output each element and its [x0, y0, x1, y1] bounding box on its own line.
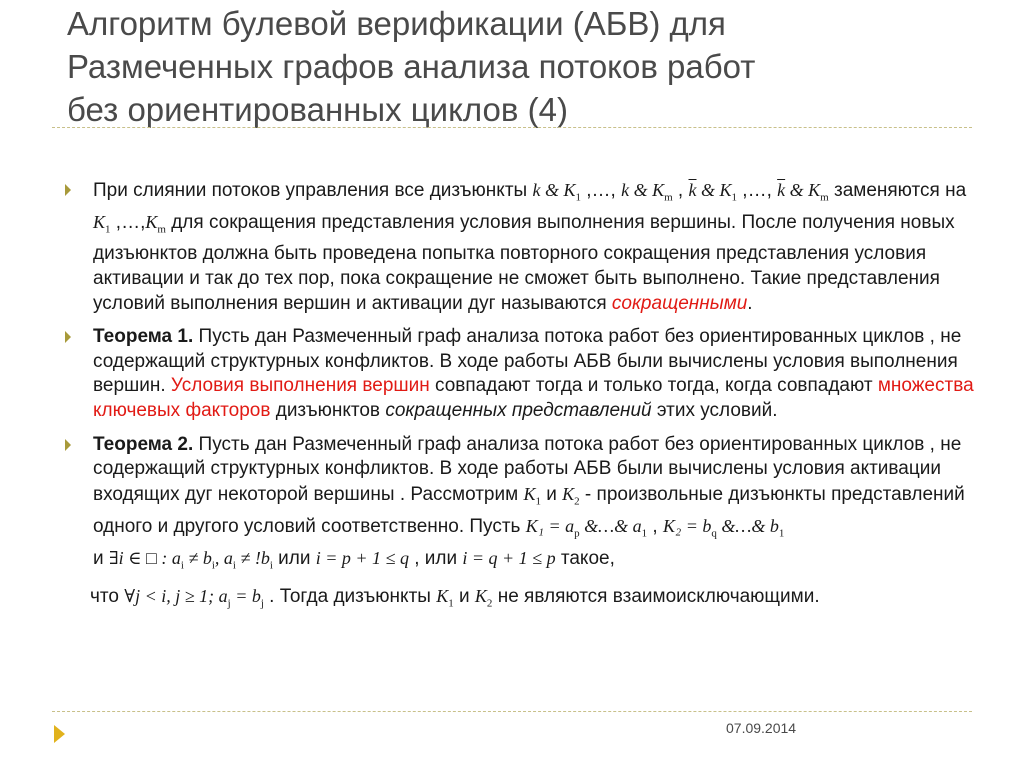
- math-notk-and-k1: $\overline{k}$ & $K_1$: [688, 180, 738, 204]
- text: Пусть дан Размеченный граф анализа потока работ без ориентированных циклов , не содержащий структурных конфликтов. В ходе работы АБВ были вычислены условия активации входящих дуг некоторой вершины . Рассмотрим: [93, 433, 962, 505]
- term-key-factor-sets: множества ключевых факторов: [93, 375, 974, 421]
- text: или: [272, 548, 316, 570]
- slide-title-line-2: Размеченных графов анализа потоков работ: [67, 48, 756, 85]
- text: ,…,: [737, 180, 778, 201]
- term-vertex-conditions: Условия выполнения вершин: [170, 375, 430, 397]
- text: совпадают тогда и только тогда, когда совпадают: [429, 375, 878, 397]
- text: для сокращения представления условия выполнения вершины. После получения новых дизъюнктов должна быть проведена попытка повторного сокращения представления условия активации и так до тех пор, пока сокращение не сможет быть выполнено. Такие представления условий выполнения вершин и активации дуг называются: [93, 212, 955, 314]
- bullet-theorem-1: [62, 325, 982, 423]
- text: Пусть дан Размеченный граф анализа потока работ без ориентированных циклов , не содержащий структурных конфликтов. В ходе работы АБВ были вычислены условия выполнения вершин.: [93, 326, 962, 397]
- formula-k2-definition: $K_2 = b_q$ &…& $b_1$: [662, 515, 785, 540]
- text: дизъюнктов: [270, 399, 386, 421]
- formula-exists-i: ∃i ∈ □ : $a_i \ne b_i$, $a_i \ne !b_i$: [108, 548, 273, 572]
- text: и: [93, 548, 109, 570]
- math-k1: $K_1$: [523, 483, 541, 508]
- text: не являются взаимоисключающими.: [492, 586, 820, 608]
- text: что: [90, 586, 125, 608]
- term-reduced: сокращенными: [611, 292, 748, 314]
- math-notk-and-km: $\overline{k}$ & $K_m$: [777, 180, 829, 204]
- text: ,…,: [580, 180, 622, 201]
- formula-forall-j: ∀j < i, j ≥ 1; $a_j = b_j$: [124, 586, 264, 610]
- theorem-2-continuation: [62, 584, 982, 616]
- bullet-merge-paragraph: [62, 178, 982, 316]
- footer-date: 07.09.2014: [726, 720, 797, 736]
- text: и: [540, 483, 563, 505]
- text: такое,: [555, 548, 615, 570]
- text: .: [747, 292, 753, 314]
- text: . Тогда дизъюнкты: [263, 586, 437, 608]
- bullet-arrow-icon: [65, 439, 71, 451]
- slide-title-line-1: Алгоритм булевой верификации (АБВ) для: [67, 5, 726, 42]
- footer-divider: [52, 711, 972, 712]
- text: ,…,: [110, 212, 146, 234]
- text: этих условий.: [651, 399, 778, 421]
- slide-body: [62, 178, 982, 616]
- text: При слиянии потоков управления все дизъюнкты: [93, 180, 533, 201]
- text: - произвольные дизъюнкты представлений одного и другого условий соответственно. Пусть: [93, 483, 965, 537]
- theorem-2-label: Теорема 2.: [93, 433, 194, 455]
- formula-i-p-plus-1: i = p + 1 ≤ q: [315, 548, 409, 569]
- formula-k1-definition: $K_1 = a_p$ &…& $a_1$: [525, 515, 648, 540]
- text: ,: [647, 515, 663, 537]
- text: заменяются на: [828, 180, 967, 201]
- theorem-1-label: Теорема 1.: [93, 326, 194, 348]
- bullet-arrow-icon: [65, 184, 71, 196]
- footer-arrow-icon: [54, 725, 65, 743]
- math-k2: $K_2$: [474, 586, 493, 610]
- math-k1: $K_1$: [93, 212, 111, 236]
- text: , или: [408, 548, 463, 570]
- math-km: $K_m$: [145, 212, 166, 236]
- math-k-and-km: k & $K_m$: [621, 180, 673, 204]
- term-reduced-representations: сокращенных представлений: [385, 399, 652, 421]
- slide-title: [67, 2, 967, 131]
- slide-title-line-3: без ориентированных циклов (4): [67, 91, 568, 128]
- bullet-theorem-2: [62, 433, 982, 579]
- text: ,: [672, 180, 689, 201]
- math-k1: $K_1$: [436, 586, 454, 610]
- math-k-and-k1: k & $K_1$: [532, 180, 581, 204]
- text: и: [453, 586, 475, 608]
- title-divider: [52, 127, 972, 128]
- math-k2: $K_2$: [562, 483, 580, 508]
- formula-i-q-plus-1: i = q + 1 ≤ p: [462, 548, 556, 569]
- bullet-arrow-icon: [65, 331, 71, 343]
